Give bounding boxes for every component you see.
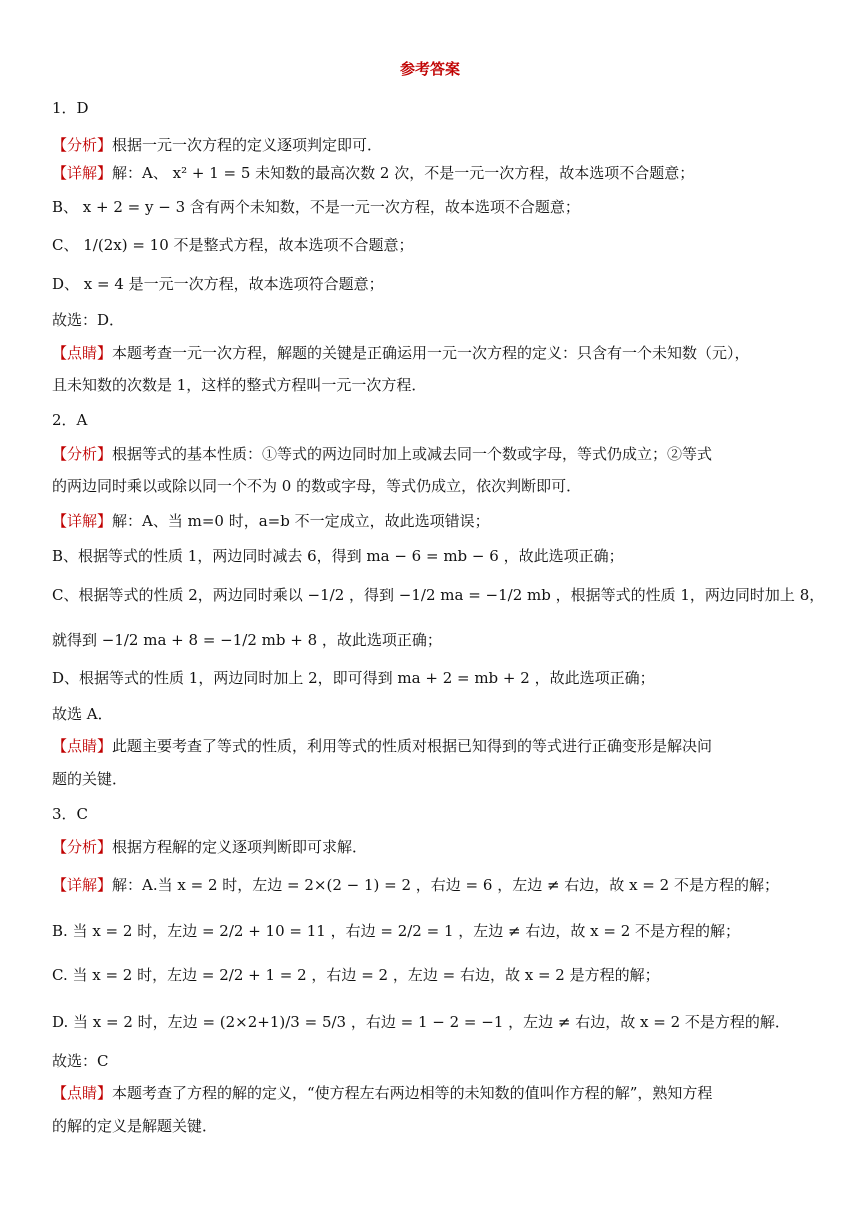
q1-analysis [52, 134, 812, 156]
q3-analysis-text: 根据方程解的定义逐项判断即可求解． [112, 838, 368, 856]
page-title: 参考答案 [399, 60, 460, 78]
q1-detail-d: D、 x = 4 是一元一次方程，故本选项符合题意； [52, 275, 384, 293]
q2-detail-a [52, 510, 812, 532]
q1-choice: 故选：D． [52, 311, 125, 329]
q1-comment-1-text: 本题考查一元一次方程，解题的关键是正确运用一元一次方程的定义：只含有一个未知数（元）， [112, 344, 750, 362]
analysis-tag: 【分析】 [52, 838, 113, 856]
q1-detail-c: C、 1/(2x) = 10 不是整式方程，故本选项不合题意； [52, 236, 414, 254]
comment-tag: 【点睛】 [52, 344, 113, 362]
detail-tag: 【详解】 [52, 876, 113, 894]
q2-analysis-1-text: 根据等式的基本性质：①等式的两边同时加上或减去同一个数或字母，等式仍成立；②等式 [112, 445, 713, 463]
q2-comment-2: 题的关键． [52, 770, 128, 788]
q1-comment-2: 且未知数的次数是 1，这样的整式方程叫一元一次方程． [52, 376, 427, 394]
q2-comment-1-text: 此题主要考查了等式的性质，利用等式的性质对根据已知得到的等式进行正确变形是解决问 [112, 737, 713, 755]
q1-analysis-text: 根据一元一次方程的定义逐项判定即可． [112, 136, 383, 154]
q3-detail-a-text: 解：A.当 x = 2 时，左边 = 2×(2 − 1) = 2 ，右边 = 6 ，左边 ≠ 右边，故 x = 2 不是方程的解； [112, 876, 779, 894]
q3-comment-2: 的解的定义是解题关键． [52, 1117, 218, 1135]
comment-tag: 【点睛】 [52, 737, 113, 755]
q3-choice: 故选：C [52, 1052, 109, 1070]
q2-detail-b: B、根据等式的性质 1，两边同时减去 6，得到 ma − 6 = mb − 6 ，故此选项正确； [52, 547, 624, 565]
q1-detail-b: B、 x + 2 = y − 3 含有两个未知数，不是一元一次方程，故本选项不合题意； [52, 198, 580, 216]
q1-detail-a-text: 解：A、 x² + 1 = 5 未知数的最高次数 2 次，不是一元一次方程，故本选项不合题意； [112, 164, 695, 182]
detail-tag: 【详解】 [52, 512, 113, 530]
q3-comment-1-text: 本题考查了方程的解的定义，“使方程左右两边相等的未知数的值叫作方程的解”，熟知方程 [112, 1084, 713, 1102]
q3-head: 3．C [52, 805, 89, 823]
q1-comment-1 [52, 342, 812, 364]
q2-analysis-1 [52, 443, 812, 465]
q3-comment-1 [52, 1082, 812, 1104]
detail-tag: 【详解】 [52, 164, 113, 182]
q2-detail-d: D、根据等式的性质 1，两边同时加上 2，即可得到 ma + 2 = mb + 2 ，故此选项正确； [52, 669, 655, 687]
q2-head: 2．A [52, 411, 88, 429]
q2-comment-1 [52, 735, 812, 757]
analysis-tag: 【分析】 [52, 136, 113, 154]
q1-head: 1．D [52, 99, 89, 117]
q2-detail-c2: 就得到 −1/2 ma + 8 = −1/2 mb + 8 ，故此选项正确； [52, 631, 442, 649]
q2-detail-c1: C、根据等式的性质 2，两边同时乘以 −1/2 ，得到 −1/2 ma = −1/2 mb ，根据等式的性质 1，两边同时加上 8， [52, 586, 825, 604]
comment-tag: 【点睛】 [52, 1084, 113, 1102]
q1-detail-a [52, 162, 812, 184]
q2-choice: 故选 A． [52, 705, 113, 723]
q3-detail-b: B. 当 x = 2 时，左边 = 2/2 + 10 = 11 ，右边 = 2/2 = 1 ，左边 ≠ 右边，故 x = 2 不是方程的解； [52, 922, 741, 940]
q2-analysis-2: 的两边同时乘以或除以同一个不为 0 的数或字母，等式仍成立，依次判断即可． [52, 477, 582, 495]
q2-detail-a-text: 解：A、当 m=0 时，a=b 不一定成立，故此选项错误； [112, 512, 490, 530]
q3-detail-c: C. 当 x = 2 时，左边 = 2/2 + 1 = 2 ，右边 = 2 ，左边 = 右边，故 x = 2 是方程的解； [52, 966, 660, 984]
q3-detail-d: D. 当 x = 2 时，左边 = (2×2+1)/3 = 5/3 ，右边 = 1 − 2 = −1 ，左边 ≠ 右边，故 x = 2 不是方程的解． [52, 1013, 790, 1031]
q3-analysis [52, 836, 812, 858]
analysis-tag: 【分析】 [52, 445, 113, 463]
q3-detail-a [52, 874, 812, 896]
